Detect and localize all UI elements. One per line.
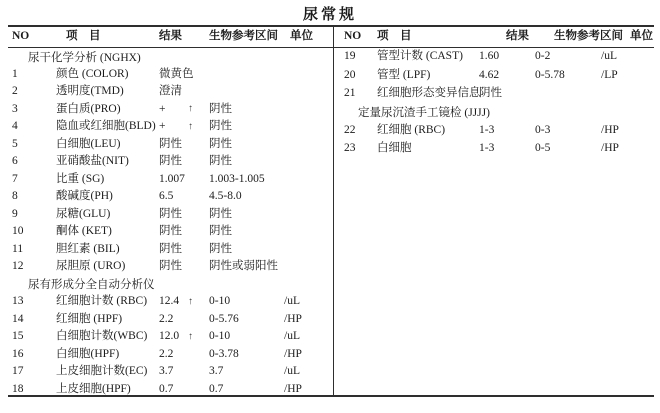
header-item: 项 目 bbox=[377, 30, 412, 43]
row-reference: 阴性 bbox=[209, 155, 232, 167]
row-reference: 4.5-8.0 bbox=[209, 190, 242, 202]
row-unit: /HP bbox=[284, 347, 302, 360]
row-item: 颜色 (COLOR) bbox=[56, 67, 129, 80]
row-result: 2.2 bbox=[159, 312, 174, 325]
row-result: 阴性 bbox=[159, 242, 182, 255]
row-result: 6.5 bbox=[159, 190, 174, 202]
row-result: 阴性 bbox=[159, 155, 182, 167]
row-unit: /HP bbox=[601, 142, 619, 155]
row-reference: 阴性 bbox=[209, 137, 232, 150]
table-body-left bbox=[8, 48, 333, 398]
row-no: 20 bbox=[344, 68, 356, 81]
row-item: 透明度(TMD) bbox=[56, 85, 124, 97]
row-no: 13 bbox=[12, 295, 24, 307]
table-row bbox=[8, 118, 333, 136]
row-no: 11 bbox=[12, 242, 24, 255]
row-result: 0.7 bbox=[159, 382, 174, 395]
row-item: 亚硝酸盐(NIT) bbox=[56, 155, 129, 167]
table-row bbox=[8, 258, 333, 276]
row-result: 澄清 bbox=[159, 85, 182, 97]
header-reference: 生物参考区间 bbox=[209, 30, 278, 43]
row-result: 微黄色 bbox=[159, 67, 194, 80]
row-no: 1 bbox=[12, 67, 18, 80]
row-result: + bbox=[159, 120, 166, 132]
row-unit: /uL bbox=[284, 365, 300, 377]
row-unit: /uL bbox=[284, 330, 300, 342]
table-row bbox=[8, 171, 333, 189]
row-reference: 0-10 bbox=[209, 295, 231, 307]
header-unit: 单位 bbox=[630, 30, 653, 43]
row-reference: 0-3 bbox=[535, 124, 551, 136]
section-header-row bbox=[8, 48, 333, 66]
row-reference: 0-5.78 bbox=[535, 68, 565, 81]
table-row bbox=[334, 85, 654, 103]
table-header-left bbox=[8, 27, 333, 48]
row-result: 阴性 bbox=[479, 87, 502, 100]
row-item: 管型 (LPF) bbox=[377, 68, 431, 81]
row-reference: 0-5 bbox=[535, 142, 551, 155]
row-no: 10 bbox=[12, 225, 24, 237]
table-header-right bbox=[334, 27, 654, 48]
header-no: NO bbox=[12, 30, 30, 43]
table-row bbox=[8, 381, 333, 399]
row-reference: 1.003-1.005 bbox=[209, 172, 265, 185]
report-table bbox=[8, 25, 654, 397]
row-no: 17 bbox=[12, 365, 24, 377]
row-reference: 3.7 bbox=[209, 365, 224, 377]
table-row bbox=[8, 346, 333, 364]
row-result: 3.7 bbox=[159, 365, 174, 377]
report-title: 尿常规 bbox=[302, 7, 357, 23]
row-item: 胆红素 (BIL) bbox=[56, 242, 120, 255]
row-item: 酮体 (KET) bbox=[56, 225, 112, 237]
table-body-right bbox=[334, 48, 654, 158]
row-result: 阴性 bbox=[159, 207, 182, 220]
row-no: 8 bbox=[12, 190, 18, 202]
row-item: 隐血或红细胞(BLD) bbox=[56, 120, 156, 132]
table-row bbox=[8, 153, 333, 171]
row-item: 上皮细胞计数(EC) bbox=[56, 365, 148, 377]
row-item: 比重 (SG) bbox=[56, 172, 105, 185]
section-label: 定量尿沉渣手工镜检 (JJJJ) bbox=[358, 107, 490, 120]
row-result: 4.62 bbox=[479, 68, 500, 81]
row-item: 白细胞(HPF) bbox=[56, 347, 120, 360]
row-result: 12.4 bbox=[159, 295, 180, 307]
row-item: 上皮细胞(HPF) bbox=[56, 382, 131, 395]
table-row bbox=[8, 311, 333, 329]
row-unit: /LP bbox=[601, 68, 618, 81]
row-item: 白细胞 bbox=[377, 142, 412, 155]
section-label: 尿干化学分析 (NGHX) bbox=[28, 51, 141, 64]
table-left-half bbox=[8, 27, 333, 395]
row-item: 管型计数 (CAST) bbox=[377, 50, 463, 63]
row-item: 红细胞 (RBC) bbox=[377, 124, 446, 136]
table-row bbox=[8, 293, 333, 311]
row-no: 12 bbox=[12, 260, 24, 272]
row-no: 18 bbox=[12, 382, 24, 395]
row-reference: 阴性 bbox=[209, 242, 232, 255]
row-reference: 0.7 bbox=[209, 382, 224, 395]
row-unit: /uL bbox=[601, 50, 617, 63]
row-result: 2.2 bbox=[159, 347, 174, 360]
row-reference: 阴性 bbox=[209, 207, 232, 220]
table-row bbox=[8, 363, 333, 381]
row-reference: 阴性 bbox=[209, 225, 232, 237]
row-item: 尿胆原 (URO) bbox=[56, 260, 126, 272]
table-row bbox=[8, 328, 333, 346]
row-no: 15 bbox=[12, 330, 24, 342]
header-result: 结果 bbox=[159, 30, 182, 43]
abnormal-flag-icon: ↑ bbox=[188, 330, 193, 342]
row-unit: /HP bbox=[284, 312, 302, 325]
row-unit: /HP bbox=[284, 382, 302, 395]
row-no: 21 bbox=[344, 87, 356, 100]
row-no: 16 bbox=[12, 347, 24, 360]
table-row bbox=[8, 241, 333, 259]
row-result: 阴性 bbox=[159, 260, 182, 272]
table-right-half bbox=[333, 27, 654, 395]
abnormal-flag-icon: ↑ bbox=[188, 295, 193, 307]
row-item: 红细胞 (HPF) bbox=[56, 312, 123, 325]
row-unit: /HP bbox=[601, 124, 619, 136]
row-no: 9 bbox=[12, 207, 18, 220]
row-result: 阴性 bbox=[159, 225, 182, 237]
row-result: 1.60 bbox=[479, 50, 500, 63]
row-no: 7 bbox=[12, 172, 18, 185]
row-item: 红细胞形态变异信息 bbox=[377, 87, 481, 100]
header-reference: 生物参考区间 bbox=[554, 30, 623, 43]
abnormal-flag-icon: ↑ bbox=[188, 103, 193, 115]
row-result: 12.0 bbox=[159, 330, 180, 342]
row-result: + bbox=[159, 102, 166, 115]
table-row bbox=[8, 83, 333, 101]
row-no: 4 bbox=[12, 120, 18, 132]
row-no: 19 bbox=[344, 50, 356, 63]
table-row bbox=[8, 66, 333, 84]
row-reference: 0-3.78 bbox=[209, 347, 239, 360]
table-row bbox=[334, 48, 654, 66]
table-row bbox=[8, 136, 333, 154]
header-unit: 单位 bbox=[290, 30, 313, 43]
row-item: 白细胞(LEU) bbox=[56, 137, 121, 150]
row-no: 5 bbox=[12, 137, 18, 150]
row-result: 1-3 bbox=[479, 124, 495, 136]
row-item: 红细胞计数 (RBC) bbox=[56, 295, 148, 307]
row-no: 2 bbox=[12, 85, 18, 97]
row-reference: 阴性或弱阳性 bbox=[209, 260, 278, 272]
row-item: 白细胞计数(WBC) bbox=[56, 330, 148, 342]
row-result: 1-3 bbox=[479, 142, 495, 155]
abnormal-flag-icon: ↑ bbox=[188, 120, 193, 132]
row-no: 23 bbox=[344, 142, 356, 155]
table-row bbox=[334, 66, 654, 84]
section-header-row bbox=[8, 276, 333, 294]
row-item: 尿糖(GLU) bbox=[56, 207, 111, 220]
row-reference: 0-10 bbox=[209, 330, 231, 342]
table-row bbox=[8, 223, 333, 241]
row-reference: 0-2 bbox=[535, 50, 551, 63]
section-label: 尿有形成分全自动分析仪 bbox=[28, 279, 155, 292]
table-row bbox=[8, 101, 333, 119]
row-result: 1.007 bbox=[159, 172, 185, 185]
row-no: 14 bbox=[12, 312, 24, 325]
row-item: 酸碱度(PH) bbox=[56, 190, 113, 202]
row-item: 蛋白质(PRO) bbox=[56, 102, 121, 115]
row-result: 阴性 bbox=[159, 137, 182, 150]
table-row bbox=[334, 122, 654, 140]
row-reference: 阴性 bbox=[209, 120, 232, 132]
header-item: 项 目 bbox=[66, 30, 101, 43]
row-no: 6 bbox=[12, 155, 18, 167]
row-unit: /uL bbox=[284, 295, 300, 307]
table-row bbox=[334, 140, 654, 158]
table-row bbox=[8, 188, 333, 206]
row-no: 22 bbox=[344, 124, 356, 136]
row-reference: 0-5.76 bbox=[209, 312, 239, 325]
row-no: 3 bbox=[12, 102, 18, 115]
header-no: NO bbox=[344, 30, 362, 43]
section-header-row bbox=[334, 103, 654, 121]
header-result: 结果 bbox=[506, 30, 529, 43]
table-row bbox=[8, 206, 333, 224]
row-reference: 阴性 bbox=[209, 102, 232, 115]
